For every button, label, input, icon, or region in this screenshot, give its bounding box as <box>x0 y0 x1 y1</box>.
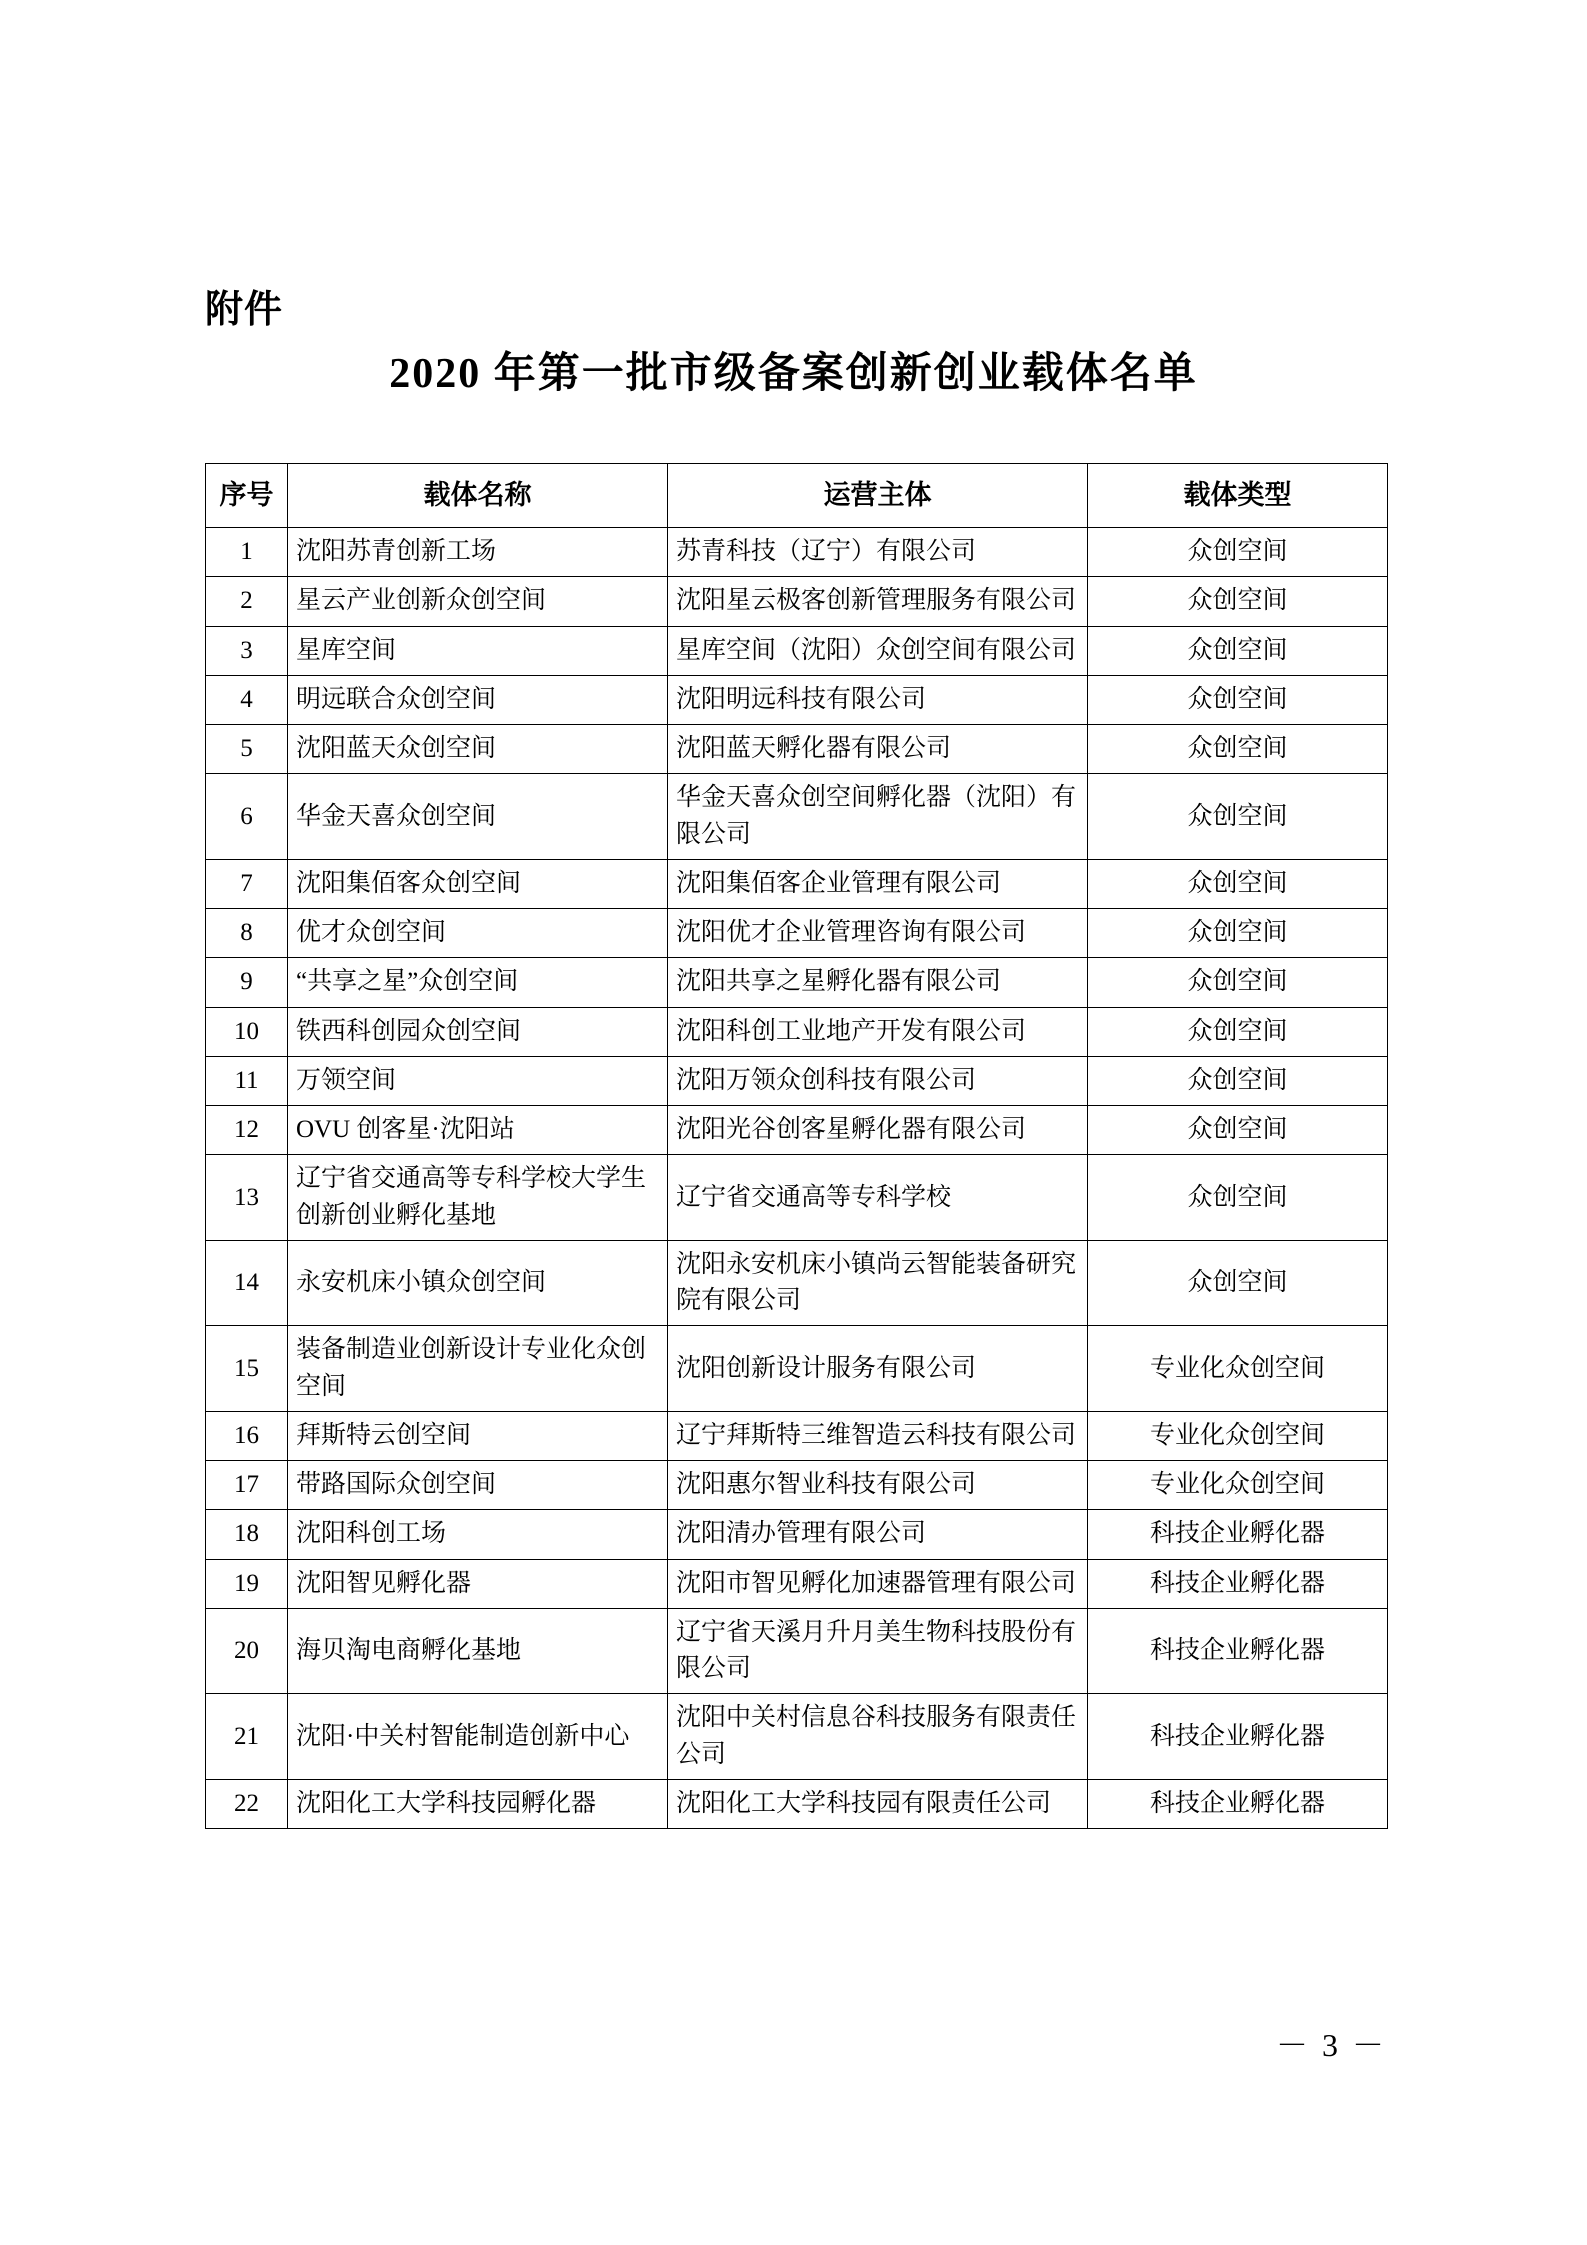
cell-operator: 沈阳光谷创客星孵化器有限公司 <box>668 1106 1088 1155</box>
cell-carrier-type: 众创空间 <box>1088 725 1388 774</box>
cell-no: 15 <box>206 1326 288 1412</box>
cell-no: 3 <box>206 626 288 675</box>
table-row <box>206 1411 1388 1460</box>
cell-carrier-name: “共享之星”众创空间 <box>288 958 668 1007</box>
cell-operator: 沈阳创新设计服务有限公司 <box>668 1326 1088 1412</box>
table-row <box>206 675 1388 724</box>
cell-operator: 沈阳化工大学科技园有限责任公司 <box>668 1779 1088 1828</box>
cell-carrier-type: 众创空间 <box>1088 1155 1388 1241</box>
table-row <box>206 774 1388 860</box>
cell-carrier-type: 众创空间 <box>1088 1056 1388 1105</box>
cell-no: 14 <box>206 1240 288 1326</box>
cell-operator: 沈阳蓝天孵化器有限公司 <box>668 725 1088 774</box>
table-row <box>206 1461 1388 1510</box>
table-row <box>206 1240 1388 1326</box>
cell-operator: 沈阳集佰客企业管理有限公司 <box>668 859 1088 908</box>
cell-carrier-name: 沈阳化工大学科技园孵化器 <box>288 1779 668 1828</box>
table-row <box>206 1007 1388 1056</box>
cell-operator: 沈阳万领众创科技有限公司 <box>668 1056 1088 1105</box>
cell-carrier-name: 明远联合众创空间 <box>288 675 668 724</box>
table-row <box>206 1608 1388 1694</box>
cell-carrier-type: 众创空间 <box>1088 1106 1388 1155</box>
cell-operator: 苏青科技（辽宁）有限公司 <box>668 528 1088 577</box>
page-number: － 3 － <box>1275 2027 1387 2063</box>
cell-operator: 沈阳明远科技有限公司 <box>668 675 1088 724</box>
column-header-name: 载体名称 <box>288 464 668 528</box>
cell-no: 2 <box>206 577 288 626</box>
cell-carrier-type: 专业化众创空间 <box>1088 1411 1388 1460</box>
page-title: 2020 年第一批市级备案创新创业载体名单 <box>389 351 1198 397</box>
cell-no: 21 <box>206 1694 288 1780</box>
table-row <box>206 859 1388 908</box>
cell-carrier-name: 优才众创空间 <box>288 909 668 958</box>
table-row <box>206 1326 1388 1412</box>
cell-carrier-type: 众创空间 <box>1088 774 1388 860</box>
cell-no: 18 <box>206 1510 288 1559</box>
table-row <box>206 1106 1388 1155</box>
cell-carrier-name: 沈阳苏青创新工场 <box>288 528 668 577</box>
cell-no: 16 <box>206 1411 288 1460</box>
cell-no: 19 <box>206 1559 288 1608</box>
cell-no: 22 <box>206 1779 288 1828</box>
table-row <box>206 1056 1388 1105</box>
cell-carrier-name: OVU 创客星·沈阳站 <box>288 1106 668 1155</box>
cell-carrier-type: 众创空间 <box>1088 958 1388 1007</box>
cell-carrier-name: 沈阳智见孵化器 <box>288 1559 668 1608</box>
cell-operator: 沈阳惠尔智业科技有限公司 <box>668 1461 1088 1510</box>
cell-operator: 辽宁省天溪月升月美生物科技股份有限公司 <box>668 1608 1088 1694</box>
cell-carrier-name: 沈阳科创工场 <box>288 1510 668 1559</box>
column-header-operator: 运营主体 <box>668 464 1088 528</box>
table-row <box>206 725 1388 774</box>
cell-no: 5 <box>206 725 288 774</box>
table-row <box>206 1155 1388 1241</box>
carrier-list-table <box>205 463 1388 1829</box>
cell-carrier-name: 铁西科创园众创空间 <box>288 1007 668 1056</box>
column-header-no: 序号 <box>206 464 288 528</box>
cell-carrier-name: 带路国际众创空间 <box>288 1461 668 1510</box>
table-row <box>206 626 1388 675</box>
cell-carrier-name: 华金天喜众创空间 <box>288 774 668 860</box>
cell-carrier-type: 科技企业孵化器 <box>1088 1608 1388 1694</box>
cell-carrier-type: 众创空间 <box>1088 528 1388 577</box>
cell-operator: 华金天喜众创空间孵化器（沈阳）有限公司 <box>668 774 1088 860</box>
cell-carrier-name: 星库空间 <box>288 626 668 675</box>
cell-no: 12 <box>206 1106 288 1155</box>
cell-carrier-type: 众创空间 <box>1088 859 1388 908</box>
cell-operator: 辽宁省交通高等专科学校 <box>668 1155 1088 1241</box>
cell-operator: 沈阳中关村信息谷科技服务有限责任公司 <box>668 1694 1088 1780</box>
table-row <box>206 958 1388 1007</box>
cell-carrier-name: 辽宁省交通高等专科学校大学生创新创业孵化基地 <box>288 1155 668 1241</box>
cell-no: 11 <box>206 1056 288 1105</box>
cell-no: 10 <box>206 1007 288 1056</box>
cell-carrier-name: 万领空间 <box>288 1056 668 1105</box>
cell-carrier-name: 星云产业创新众创空间 <box>288 577 668 626</box>
cell-carrier-type: 科技企业孵化器 <box>1088 1559 1388 1608</box>
cell-no: 13 <box>206 1155 288 1241</box>
attachment-label: 附件 <box>205 289 284 331</box>
cell-operator: 沈阳共享之星孵化器有限公司 <box>668 958 1088 1007</box>
cell-carrier-type: 众创空间 <box>1088 1240 1388 1326</box>
table-row <box>206 1694 1388 1780</box>
cell-operator: 沈阳市智见孵化加速器管理有限公司 <box>668 1559 1088 1608</box>
table-row <box>206 528 1388 577</box>
cell-operator: 沈阳永安机床小镇尚云智能装备研究院有限公司 <box>668 1240 1088 1326</box>
cell-carrier-name: 拜斯特云创空间 <box>288 1411 668 1460</box>
table-row <box>206 1510 1388 1559</box>
cell-carrier-type: 众创空间 <box>1088 1007 1388 1056</box>
table-row <box>206 909 1388 958</box>
cell-no: 4 <box>206 675 288 724</box>
cell-carrier-name: 装备制造业创新设计专业化众创空间 <box>288 1326 668 1412</box>
cell-operator: 沈阳清办管理有限公司 <box>668 1510 1088 1559</box>
cell-no: 7 <box>206 859 288 908</box>
cell-carrier-type: 众创空间 <box>1088 577 1388 626</box>
cell-no: 20 <box>206 1608 288 1694</box>
cell-carrier-type: 科技企业孵化器 <box>1088 1779 1388 1828</box>
cell-operator: 沈阳科创工业地产开发有限公司 <box>668 1007 1088 1056</box>
cell-carrier-type: 专业化众创空间 <box>1088 1461 1388 1510</box>
cell-carrier-type: 科技企业孵化器 <box>1088 1510 1388 1559</box>
cell-carrier-type: 科技企业孵化器 <box>1088 1694 1388 1780</box>
cell-operator: 沈阳星云极客创新管理服务有限公司 <box>668 577 1088 626</box>
cell-carrier-name: 永安机床小镇众创空间 <box>288 1240 668 1326</box>
cell-no: 8 <box>206 909 288 958</box>
cell-operator: 沈阳优才企业管理咨询有限公司 <box>668 909 1088 958</box>
cell-no: 9 <box>206 958 288 1007</box>
cell-carrier-type: 众创空间 <box>1088 626 1388 675</box>
cell-no: 17 <box>206 1461 288 1510</box>
table-row <box>206 1559 1388 1608</box>
cell-carrier-name: 沈阳蓝天众创空间 <box>288 725 668 774</box>
cell-carrier-name: 沈阳·中关村智能制造创新中心 <box>288 1694 668 1780</box>
cell-no: 1 <box>206 528 288 577</box>
cell-operator: 辽宁拜斯特三维智造云科技有限公司 <box>668 1411 1088 1460</box>
table-header-row <box>206 464 1388 528</box>
cell-carrier-type: 众创空间 <box>1088 675 1388 724</box>
cell-carrier-name: 海贝淘电商孵化基地 <box>288 1608 668 1694</box>
cell-no: 6 <box>206 774 288 860</box>
table-row <box>206 1779 1388 1828</box>
cell-operator: 星库空间（沈阳）众创空间有限公司 <box>668 626 1088 675</box>
cell-carrier-name: 沈阳集佰客众创空间 <box>288 859 668 908</box>
column-header-type: 载体类型 <box>1088 464 1388 528</box>
table-row <box>206 577 1388 626</box>
cell-carrier-type: 众创空间 <box>1088 909 1388 958</box>
cell-carrier-type: 专业化众创空间 <box>1088 1326 1388 1412</box>
